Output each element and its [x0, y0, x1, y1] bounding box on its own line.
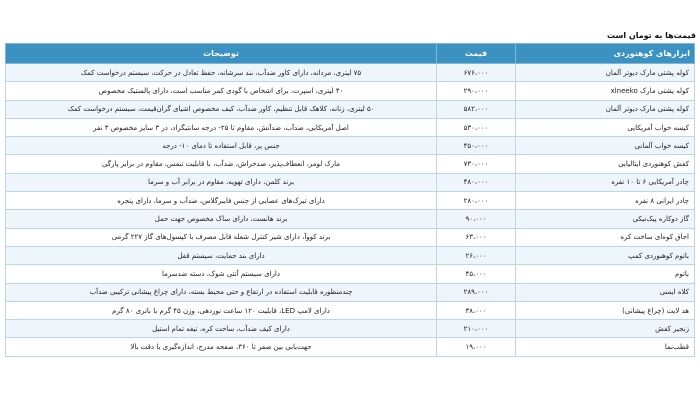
cell-description: ۵۰ لیتری، زنانه، کلاهک قابل تنظیم، کاور ضدآب، کیف مخصوص اشیای گران‌قیمت، سیستم درخواست کمک: [6, 100, 437, 118]
cell-description: دارای کیف ضدآب، ساخت کره، تیغه تمام استیل: [6, 320, 437, 338]
currency-note: قیمت‌ها به تومان است: [607, 31, 696, 40]
cell-tool: چادر ایرانی ۸ نفره: [516, 192, 695, 210]
cell-tool: کلاه ایمنی: [516, 283, 695, 301]
cell-description: برند هانست، دارای ساک مخصوص جهت حمل: [6, 210, 437, 228]
cell-price: ۹۰،۰۰۰: [437, 210, 516, 228]
cell-price: ۴۵۰،۰۰۰: [437, 137, 516, 155]
cell-description: ۷۵ لیتری، مردانه، دارای کاور ضدآب، بند سرشانه، حفظ تعادل در حرکت، سیستم درخواست کمک: [6, 64, 437, 82]
cell-description: جنس پر، قابل استفاده تا دمای ۱۰- درجه: [6, 137, 437, 155]
header-description: توضیحات: [6, 44, 437, 64]
table-row: [6, 100, 695, 118]
cell-tool: باتوم کوهنوردی کمپ: [516, 246, 695, 264]
table-row: [6, 82, 695, 100]
table-row: [6, 320, 695, 338]
table-row: [6, 228, 695, 246]
cell-tool: کفش کوهنوردی ایتالیایی: [516, 155, 695, 173]
price-table: [5, 43, 695, 357]
table-row: [6, 173, 695, 191]
table-row: [6, 155, 695, 173]
table-row: [6, 301, 695, 319]
table-row: [6, 137, 695, 155]
cell-tool: کیسه خواب آلمانی: [516, 137, 695, 155]
cell-price: ۲۸۹،۰۰۰: [437, 283, 516, 301]
cell-price: ۵۸۲،۰۰۰: [437, 100, 516, 118]
cell-tool: قطب‌نما: [516, 338, 695, 356]
cell-price: ۴۸۰،۰۰۰: [437, 173, 516, 191]
cell-tool: چادر آمریکایی ۶ تا ۱۰ نفره: [516, 173, 695, 191]
table-row: [6, 338, 695, 356]
cell-description: دارای تیرک‌های عصایی از جنس فایبرگلاس، ضدآب و سرما، دارای پنجره: [6, 192, 437, 210]
table-row: [6, 210, 695, 228]
table-row: [6, 118, 695, 136]
cell-price: ۷۳۰،۰۰۰: [437, 155, 516, 173]
cell-price: ۶۷۶،۰۰۰: [437, 64, 516, 82]
table-row: [6, 283, 695, 301]
cell-tool: کوله پشتی مارک xlneeko: [516, 82, 695, 100]
cell-price: ۳۸،۰۰۰: [437, 301, 516, 319]
header-price: قیمت: [437, 44, 516, 64]
cell-description: دارای لامپ LED، قابلیت ۱۲۰ ساعت نوردهی، وزن ۴۵ گرم با باتری ۸۰ گرم: [6, 301, 437, 319]
cell-price: ۲۶،۰۰۰: [437, 246, 516, 264]
cell-price: ۴۵،۰۰۰: [437, 265, 516, 283]
cell-description: برند کلمن، دارای تهویه، مقاوم در برابر آب و سرما: [6, 173, 437, 191]
cell-price: ۲۸۰،۰۰۰: [437, 192, 516, 210]
cell-price: ۱۹،۰۰۰: [437, 338, 516, 356]
cell-description: اصل آمریکایی، ضدآب، ضدآتش، مقاوم تا ۲۵- درجه سانتیگراد، در ۳ سایز مخصوص ۳ نفر: [6, 118, 437, 136]
table-row: [6, 265, 695, 283]
cell-price: ۲۱۰،۰۰۰: [437, 320, 516, 338]
table-row: [6, 246, 695, 264]
cell-description: مارک لومر، انعطاف‌پذیر، ضدخراش، ضدآب، با قابلیت تنفس، مقاوم در برابر پارگی: [6, 155, 437, 173]
cell-tool: کیسه خواب آمریکایی: [516, 118, 695, 136]
cell-tool: کوله پشتی مارک دیوتر آلمان: [516, 64, 695, 82]
cell-description: دارای سیستم آنتی شوک، دسته ضدسرما: [6, 265, 437, 283]
table-header-row: [6, 44, 695, 64]
cell-description: جهت‌یابی بین صفر تا ۳۶۰، صفحه مدرج، اندازه‌گیری با دقت بالا: [6, 338, 437, 356]
cell-tool: هد لایت (چراغ پیشانی): [516, 301, 695, 319]
cell-tool: اجاق کوه‌ای ساخت کره: [516, 228, 695, 246]
cell-tool: کوله پشتی مارک دیوتر آلمان: [516, 100, 695, 118]
cell-description: دارای بند حمایت، سیستم قفل: [6, 246, 437, 264]
cell-price: ۵۳۰،۰۰۰: [437, 118, 516, 136]
table-row: [6, 64, 695, 82]
table-row: [6, 192, 695, 210]
cell-tool: گاز دوکاره پیک‌نیکی: [516, 210, 695, 228]
cell-price: ۶۳،۰۰۰: [437, 228, 516, 246]
cell-description: برند کووآ، دارای شیر کنترل شعله قابل مصرف با کپسول‌های گاز ۲۲۷ گرمی: [6, 228, 437, 246]
cell-description: چندمنظوره قابلیت استفاده در ارتفاع و حتی محیط بسته، دارای چراغ پیشانی ترکیبی ضدآب: [6, 283, 437, 301]
cell-description: ۴۰ لیتری، اسپرت، برای اشخاص با گودی کمر مناسب است، دارای پالستیک مخصوص: [6, 82, 437, 100]
cell-price: ۲۹۰،۰۰۰: [437, 82, 516, 100]
header-tool: ابزارهای کوهنوردی: [516, 44, 695, 64]
cell-tool: باتوم: [516, 265, 695, 283]
cell-tool: زنجیر کفش: [516, 320, 695, 338]
